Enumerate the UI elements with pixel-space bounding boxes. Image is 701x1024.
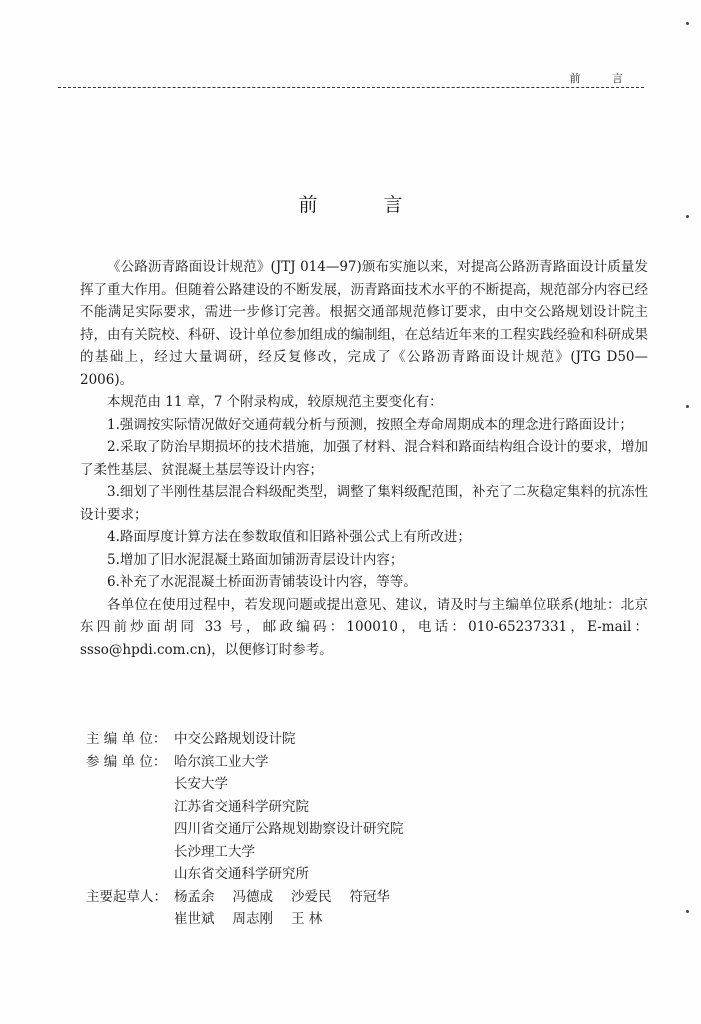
paragraph-change-5: 5.增加了旧水泥混凝土路面加铺沥青层设计内容； (107, 551, 404, 568)
participating-units-label: 参 编 单 位： (86, 753, 167, 770)
paragraph-change-2: 2.采取了防治早期损坏的技术措施，加强了材料、混合料和路面结构组合设计的要求，增加了柔性基层、贫混凝土基层等设计内容； (80, 439, 648, 478)
drafter-name: 沙爱民 (291, 888, 332, 905)
scan-speck (686, 405, 689, 408)
participating-unit: 长沙理工大学 (174, 843, 255, 860)
paragraph-change-6: 6.补充了水泥混凝土桥面沥青铺装设计内容，等等。 (107, 574, 417, 590)
drafter-name: 周志刚 (232, 911, 273, 927)
drafters-row (86, 886, 434, 931)
credits-section (86, 728, 434, 931)
participating-unit: 长安大学 (174, 776, 228, 792)
chief-unit-row (86, 728, 434, 751)
scan-speck (686, 22, 689, 25)
participating-units-row (86, 751, 434, 886)
participating-unit: 哈尔滨工业大学 (174, 753, 269, 770)
participating-units-list (174, 751, 404, 886)
paragraph-change-1: 1.强调按实际情况做好交通荷载分析与预测，按照全寿命周期成本的理念进行路面设计； (107, 416, 633, 433)
drafter-name: 王 林 (291, 911, 323, 927)
paragraph-change-4: 4.路面厚度计算方法在参数取值和旧路补强公式上有所改进； (107, 529, 471, 545)
paragraph-change-3: 3.细划了半刚性基层混合料级配类型，调整了集料级配范围，补充了二灰稳定集料的抗冻性设计要求； (80, 484, 648, 523)
chief-unit-label: 主 编 单 位： (86, 731, 167, 747)
chief-unit-name: 中交公路规划设计院 (174, 731, 296, 747)
paragraph-overview: 本规范由 11 章，7 个附录构成，较原规范主要变化有： (107, 394, 443, 410)
drafter-name: 崔世斌 (174, 911, 215, 927)
participating-unit: 四川省交通厅公路规划勘察设计研究院 (174, 821, 404, 837)
drafter-name: 符冠华 (349, 888, 390, 905)
running-head: 前 言 (569, 72, 637, 85)
scan-speck (686, 910, 689, 913)
drafters-label: 主要起草人： (86, 888, 167, 905)
participating-unit: 山东省交通科学研究所 (174, 866, 309, 882)
paragraph-intro: 《公路沥青路面设计规范》(JTJ 014—97)颁布实施以来，对提高公路沥青路面设计质量发挥了重大作用。但随着公路建设的不断发展，沥青路面技术水平的不断提高，规范部分内容已经不能满足实际要求，需进一步修订完善。根据交通部规范修订要求，由中交公路规划设计院主持，由有关院校、科研、设计单位参加组成的编制组，在总结近年来的工程实践经验和科研成果的基础上，经过大量调研，经反复修改，完成了《公路沥青路面设计规范》(JTG D50—2006)。 (80, 259, 648, 388)
header-rule (58, 87, 644, 88)
drafter-name: 杨孟余 (174, 888, 215, 905)
paragraph-contact: 各单位在使用过程中，若发现问题或提出意见、建议，请及时与主编单位联系(地址：北京东四前炒面胡同 33 号，邮政编码：100010，电话：010-65237331，E-mail：ssso@hpdi.com.cn)，以便修订时参考。 (80, 596, 648, 658)
page-title: 前 言 (298, 194, 433, 216)
participating-unit: 江苏省交通科学研究院 (174, 798, 309, 815)
drafter-name: 冯德成 (232, 888, 273, 905)
body-text (80, 256, 648, 661)
drafters-list (174, 886, 434, 931)
